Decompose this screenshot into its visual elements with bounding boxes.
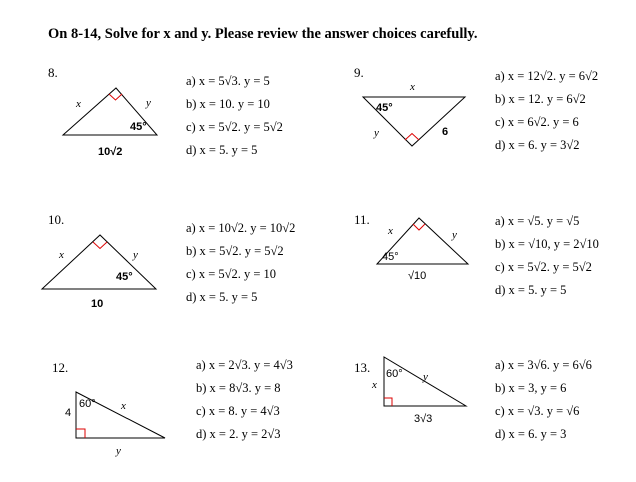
- problem-9-label-y: y: [374, 127, 379, 139]
- problem-8-choice-c[interactable]: c) x = 5√2. y = 5√2: [186, 120, 283, 134]
- problem-8-choice-d[interactable]: d) x = 5. y = 5: [186, 143, 258, 157]
- problem-12-label-y: y: [116, 445, 121, 457]
- problem-12-angle: 60°: [79, 398, 96, 410]
- problem-9-choice-d[interactable]: d) x = 6. y = 3√2: [495, 138, 580, 152]
- problem-12-choice-b[interactable]: b) x = 8√3. y = 8: [196, 381, 281, 395]
- problem-9-choices: [495, 65, 598, 157]
- problem-10-choices: [186, 217, 295, 309]
- problem-8-choices: [186, 70, 283, 162]
- problem-10-choice-d[interactable]: d) x = 5. y = 5: [186, 290, 258, 304]
- problem-10-angle: 45°: [116, 271, 133, 283]
- problem-11-choice-a[interactable]: a) x = √5. y = √5: [495, 214, 580, 228]
- problem-9-number: 9.: [354, 65, 364, 80]
- problem-13-choice-c[interactable]: c) x = √3. y = √6: [495, 404, 580, 418]
- problem-10-label-x: x: [59, 249, 64, 261]
- problem-10-number: 10.: [48, 212, 65, 227]
- problem-11-choices: [495, 210, 599, 302]
- problem-8-choice-b[interactable]: b) x = 10. y = 10: [186, 97, 270, 111]
- problem-8-hyp: 10√2: [98, 146, 123, 158]
- problem-11-choice-b[interactable]: b) x = √10, y = 2√10: [495, 237, 599, 251]
- problem-9-choice-a[interactable]: a) x = 12√2. y = 6√2: [495, 69, 599, 83]
- problem-11-label-x: x: [388, 225, 393, 237]
- problem-13-label-y: y: [423, 371, 428, 383]
- problem-9-choice-c[interactable]: c) x = 6√2. y = 6: [495, 115, 579, 129]
- problem-10-choice-b[interactable]: b) x = 5√2. y = 5√2: [186, 244, 284, 258]
- problem-11-choice-c[interactable]: c) x = 5√2. y = 5√2: [495, 260, 592, 274]
- problem-9-label-x: x: [410, 81, 415, 93]
- problem-11-hyp: √10: [408, 270, 427, 282]
- problem-13-choice-b[interactable]: b) x = 3, y = 6: [495, 381, 567, 395]
- problem-11-label-y: y: [452, 229, 457, 241]
- problem-8-label-y: y: [146, 97, 151, 109]
- problem-8-label-x: x: [76, 98, 81, 110]
- problem-13-angle: 60°: [386, 368, 403, 380]
- problem-13-choice-a[interactable]: a) x = 3√6. y = 6√6: [495, 358, 592, 372]
- problem-13-choices: [495, 354, 592, 446]
- problem-13-label-x: x: [372, 379, 377, 391]
- problem-9-triangle: [360, 78, 475, 153]
- problem-12-label-x: x: [121, 400, 126, 412]
- problem-11-choice-d[interactable]: d) x = 5. y = 5: [495, 283, 567, 297]
- problem-10-choice-c[interactable]: c) x = 5√2. y = 10: [186, 267, 277, 281]
- problem-13-label-bottom: 3√3: [414, 413, 433, 425]
- problem-11-triangle: [372, 212, 477, 284]
- worksheet-title: On 8-14, Solve for x and y. Please review the answer choices carefully.: [48, 26, 478, 42]
- problem-13-choice-d[interactable]: d) x = 6. y = 3: [495, 427, 567, 441]
- problem-12-choices: [196, 354, 293, 446]
- problem-12-number: 12.: [52, 360, 69, 375]
- problem-11-angle: 45°: [382, 251, 399, 263]
- problem-9-angle: 45°: [376, 102, 393, 114]
- problem-12-choice-c[interactable]: c) x = 8. y = 4√3: [196, 404, 280, 418]
- problem-9-label-6: 6: [442, 126, 449, 138]
- problem-11-number: 11.: [354, 212, 370, 227]
- problem-8-angle: 45°: [130, 121, 147, 133]
- problem-12-triangle: [62, 388, 172, 460]
- problem-10-label-y: y: [133, 249, 138, 261]
- problem-12-choice-a[interactable]: a) x = 2√3. y = 4√3: [196, 358, 293, 372]
- problem-10-hyp: 10: [91, 298, 104, 310]
- problem-9-choice-b[interactable]: b) x = 12. y = 6√2: [495, 92, 586, 106]
- problem-13-number: 13.: [354, 360, 371, 375]
- problem-8-choice-a[interactable]: a) x = 5√3. y = 5: [186, 74, 270, 88]
- problem-8-triangle: [60, 82, 170, 162]
- problem-12-label-4: 4: [65, 407, 72, 419]
- problem-10-choice-a[interactable]: a) x = 10√2. y = 10√2: [186, 221, 296, 235]
- problem-13-triangle: [368, 350, 473, 430]
- problem-12-choice-d[interactable]: d) x = 2. y = 2√3: [196, 427, 281, 441]
- problem-10-triangle: [38, 228, 163, 313]
- problem-8-number: 8.: [48, 65, 58, 80]
